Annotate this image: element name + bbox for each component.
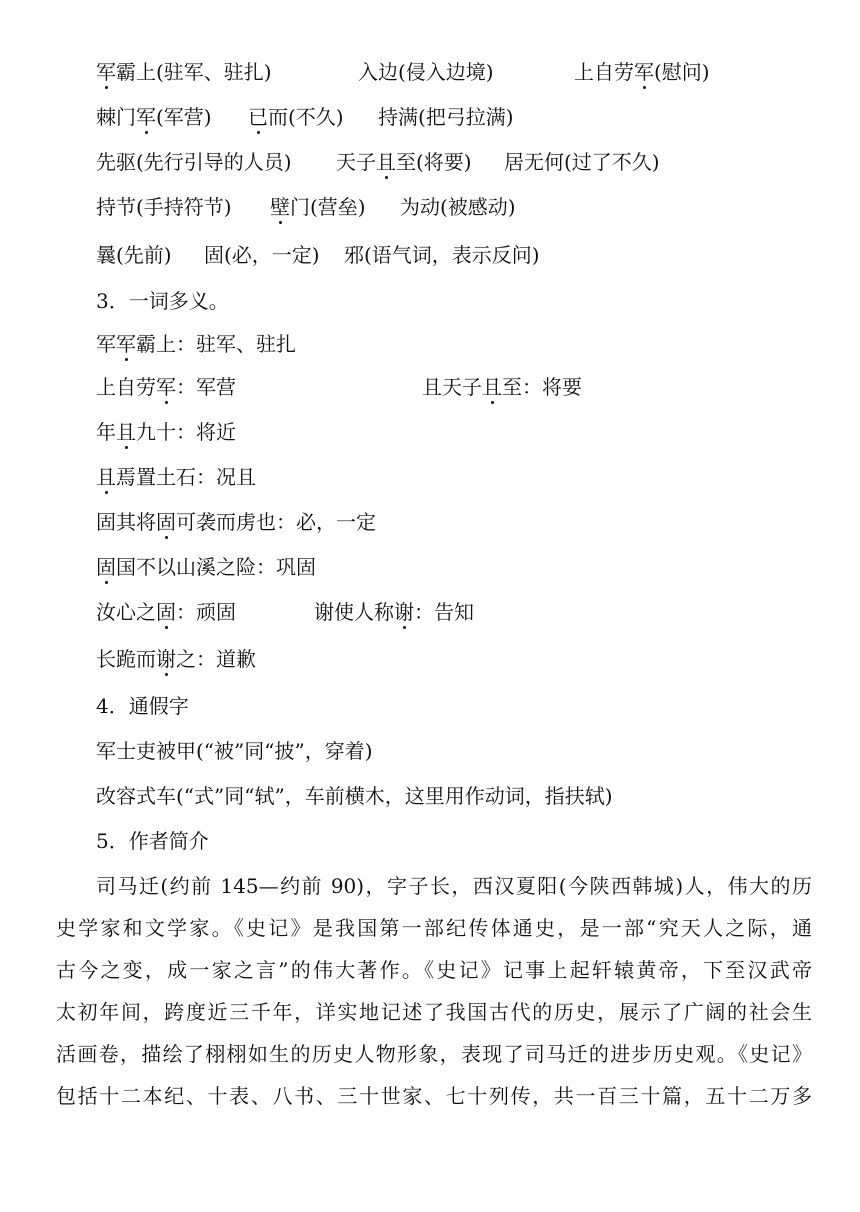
polysemy-line: 且焉置土石：况且 (96, 465, 256, 489)
vocab-item: 军霸上(驻军、驻扎) (96, 60, 272, 84)
dotted-char: 壁 (270, 195, 290, 219)
vocab-line-2 (96, 103, 514, 131)
dotted-char: 军 (634, 60, 654, 84)
dotted-char: 且 (482, 375, 502, 399)
paragraph-line: 司马迁(约前 145—约前 90)，字子长，西汉夏阳(今陕西韩城)人，伟大的历 (96, 874, 812, 898)
dotted-char: 已 (248, 105, 268, 129)
dotted-char: 军 (136, 105, 156, 129)
paragraph-line: 包括十二本纪、十表、八书、三十世家、七十列传，共一百三十篇，五十二万多 (56, 1084, 812, 1108)
dotted-char: 且 (96, 465, 116, 489)
vocab-item: 已而(不久) (248, 105, 344, 129)
dotted-char: 且 (376, 150, 396, 174)
paragraph-line: 古今之变，成一家之言”的伟大著作。《史记》记事上起轩辕黄帝，下至汉武帝 (56, 958, 812, 982)
vocab-item: 持节(手持符节) (96, 195, 232, 219)
vocab-item: 上自劳军(慰问) (574, 60, 710, 84)
vocab-item: 天子且至(将要) (336, 150, 472, 174)
dotted-char: 且 (116, 420, 136, 444)
dotted-char: 固 (156, 600, 176, 624)
polysemy-line: 固国不以山溪之险：巩固 (96, 555, 316, 579)
vocab-item: 壁门(营垒) (270, 195, 366, 219)
author-bio-paragraph (56, 865, 812, 1117)
polysemy-line: 固其将固可袭而虏也：必，一定 (96, 510, 376, 534)
vocab-line-1 (96, 58, 710, 86)
section-5-heading: 5．作者简介 (96, 829, 209, 853)
tongjia-line: 军士吏被甲(“被”同“披”，穿着) (96, 739, 373, 763)
dotted-char: 谢 (156, 647, 176, 671)
polysemy-line: 年且九十：将近 (96, 420, 236, 444)
polysemy-line: 汝心之固：顽固 谢使人称谢：告知 (96, 600, 474, 624)
vocab-line-3 (96, 148, 660, 176)
paragraph-line: 史学家和文学家。《史记》是我国第一部纪传体通史，是一部“究天人之际，通 (56, 916, 812, 940)
vocab-line-5 (96, 241, 540, 269)
vocab-item: 为动(被感动) (400, 195, 516, 219)
dotted-char: 军 (116, 332, 136, 356)
vocab-line-4 (96, 193, 516, 221)
section-3-heading: 3．一词多义。 (96, 289, 229, 313)
vocab-item: 居无何(过了不久) (504, 150, 660, 174)
section-4-heading: 4．通假字 (96, 694, 189, 718)
vocab-item: 持满(把弓拉满) (378, 105, 514, 129)
vocab-item: 先驱(先行引导的人员) (96, 150, 292, 174)
vocab-item: 入边(侵入边境) (358, 60, 494, 84)
dotted-char: 军 (156, 375, 176, 399)
dotted-char: 谢 (394, 600, 414, 624)
polysemy-line: 军军霸上：驻军、驻扎 (96, 332, 296, 356)
paragraph-line: 活画卷，描绘了栩栩如生的历史人物形象，表现了司马迁的进步历史观。《史记》 (56, 1042, 812, 1066)
vocab-item: 固(必，一定) (204, 243, 320, 267)
paragraph-line: 太初年间，跨度近三千年，详实地记述了我国古代的历史，展示了广阔的社会生 (56, 1000, 812, 1024)
dotted-char: 固 (96, 555, 116, 579)
polysemy-line: 长跪而谢之：道歉 (96, 647, 256, 671)
dotted-char: 军 (96, 60, 116, 84)
tongjia-line: 改容式车(“式”同“轼”，车前横木，这里用作动词，指扶轼) (96, 784, 613, 808)
vocab-item: 棘门军(军营) (96, 105, 212, 129)
dotted-char: 固 (156, 510, 176, 534)
vocab-item: 邪(语气词，表示反问) (344, 243, 540, 267)
polysemy-line: 上自劳军：军营 且天子且至：将要 (96, 375, 582, 399)
vocab-item: 曩(先前) (96, 243, 172, 267)
